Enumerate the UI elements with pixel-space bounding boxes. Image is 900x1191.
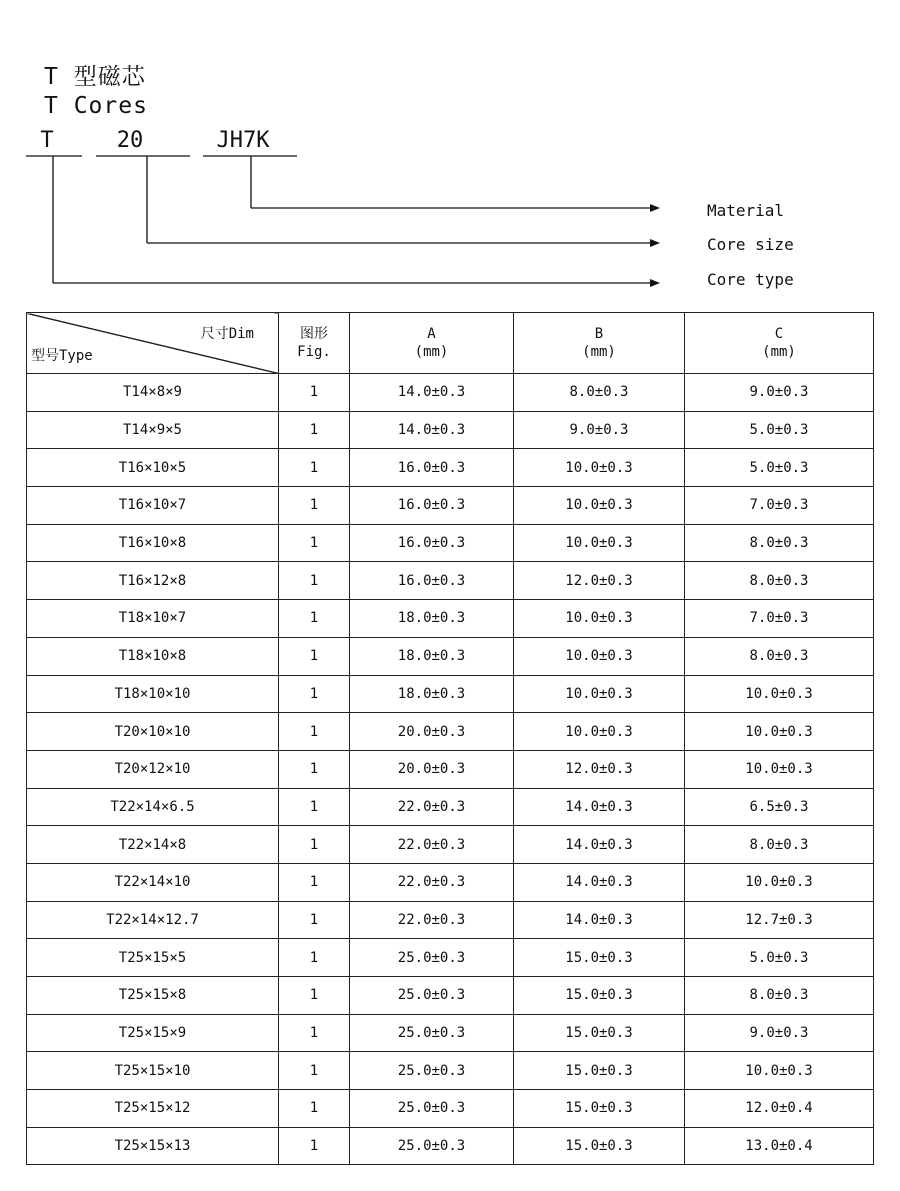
cell-c: 9.0±0.3 (685, 1014, 874, 1052)
cell-fig: 1 (279, 487, 350, 525)
header-dim-label: 尺寸Dim (200, 326, 254, 342)
table-row (27, 374, 874, 412)
cell-fig: 1 (279, 600, 350, 638)
header-c (685, 313, 874, 374)
cell-fig: 1 (279, 826, 350, 864)
cell-fig: 1 (279, 977, 350, 1015)
cell-a: 14.0±0.3 (350, 411, 514, 449)
cell-b: 15.0±0.3 (514, 1127, 685, 1165)
header-a (350, 313, 514, 374)
header-fig (279, 313, 350, 374)
cell-fig: 1 (279, 713, 350, 751)
table-row (27, 788, 874, 826)
cell-type: T14×9×5 (27, 411, 279, 449)
cell-a: 22.0±0.3 (350, 901, 514, 939)
table-row (27, 487, 874, 525)
cell-c: 8.0±0.3 (685, 524, 874, 562)
cell-b: 10.0±0.3 (514, 524, 685, 562)
cell-b: 10.0±0.3 (514, 637, 685, 675)
table-row (27, 449, 874, 487)
cell-c: 8.0±0.3 (685, 562, 874, 600)
cell-type: T22×14×8 (27, 826, 279, 864)
table-row (27, 750, 874, 788)
cell-a: 18.0±0.3 (350, 600, 514, 638)
code-part-type: T (40, 128, 54, 153)
cell-a: 25.0±0.3 (350, 1127, 514, 1165)
code-part-material: JH7K (216, 128, 270, 153)
cell-b: 10.0±0.3 (514, 675, 685, 713)
legend-material: Material (707, 201, 785, 220)
cell-type: T22×14×10 (27, 863, 279, 901)
cell-type: T25×15×13 (27, 1127, 279, 1165)
cell-c: 12.0±0.4 (685, 1090, 874, 1128)
cell-c: 12.7±0.3 (685, 901, 874, 939)
cell-a: 16.0±0.3 (350, 449, 514, 487)
cell-c: 10.0±0.3 (685, 713, 874, 751)
legend-core-size: Core size (707, 235, 794, 254)
core-spec-table (26, 312, 874, 1165)
table-row (27, 939, 874, 977)
cell-c: 10.0±0.3 (685, 675, 874, 713)
table-row (27, 524, 874, 562)
cell-fig: 1 (279, 675, 350, 713)
cell-b: 14.0±0.3 (514, 901, 685, 939)
header-c-unit: (mm) (762, 344, 796, 360)
cell-c: 8.0±0.3 (685, 637, 874, 675)
cell-type: T16×12×8 (27, 562, 279, 600)
cell-type: T20×12×10 (27, 750, 279, 788)
arrowhead-material-icon (650, 204, 660, 212)
header-type-dim-cell (27, 313, 279, 374)
table-row (27, 600, 874, 638)
arrowhead-type-icon (650, 279, 660, 287)
table-row (27, 863, 874, 901)
table-row (27, 637, 874, 675)
cell-fig: 1 (279, 1090, 350, 1128)
cell-b: 10.0±0.3 (514, 449, 685, 487)
table-row (27, 1127, 874, 1165)
cell-b: 14.0±0.3 (514, 788, 685, 826)
cell-b: 14.0±0.3 (514, 826, 685, 864)
cell-c: 7.0±0.3 (685, 600, 874, 638)
cell-fig: 1 (279, 750, 350, 788)
cell-a: 20.0±0.3 (350, 713, 514, 751)
cell-fig: 1 (279, 863, 350, 901)
cell-type: T14×8×9 (27, 374, 279, 412)
cell-a: 20.0±0.3 (350, 750, 514, 788)
cell-fig: 1 (279, 901, 350, 939)
table-row (27, 562, 874, 600)
cell-a: 25.0±0.3 (350, 1014, 514, 1052)
cell-c: 8.0±0.3 (685, 977, 874, 1015)
table-row (27, 901, 874, 939)
cell-c: 5.0±0.3 (685, 411, 874, 449)
cell-fig: 1 (279, 524, 350, 562)
cell-a: 22.0±0.3 (350, 863, 514, 901)
cell-fig: 1 (279, 939, 350, 977)
table-row (27, 713, 874, 751)
cell-a: 25.0±0.3 (350, 977, 514, 1015)
header-c-letter: C (774, 325, 784, 342)
cell-a: 18.0±0.3 (350, 675, 514, 713)
cell-c: 9.0±0.3 (685, 374, 874, 412)
title-chinese: T 型磁芯 (44, 64, 146, 90)
cell-fig: 1 (279, 374, 350, 412)
cell-a: 25.0±0.3 (350, 1052, 514, 1090)
cell-b: 10.0±0.3 (514, 600, 685, 638)
cell-fig: 1 (279, 637, 350, 675)
cell-a: 16.0±0.3 (350, 562, 514, 600)
table-header-row (27, 313, 874, 374)
cell-b: 12.0±0.3 (514, 562, 685, 600)
cell-c: 10.0±0.3 (685, 1052, 874, 1090)
cell-b: 15.0±0.3 (514, 1052, 685, 1090)
arrowhead-size-icon (650, 239, 660, 247)
cell-fig: 1 (279, 449, 350, 487)
cell-fig: 1 (279, 562, 350, 600)
cell-c: 10.0±0.3 (685, 750, 874, 788)
cell-type: T16×10×8 (27, 524, 279, 562)
table-row (27, 675, 874, 713)
cell-fig: 1 (279, 1127, 350, 1165)
table-row (27, 1014, 874, 1052)
cell-b: 15.0±0.3 (514, 1014, 685, 1052)
cell-type: T18×10×10 (27, 675, 279, 713)
cell-b: 9.0±0.3 (514, 411, 685, 449)
table-row (27, 1052, 874, 1090)
table-body (27, 374, 874, 1165)
cell-type: T25×15×5 (27, 939, 279, 977)
cell-type: T25×15×12 (27, 1090, 279, 1128)
cell-b: 12.0±0.3 (514, 750, 685, 788)
cell-a: 18.0±0.3 (350, 637, 514, 675)
cell-b: 15.0±0.3 (514, 939, 685, 977)
header-type-label: 型号Type (31, 347, 93, 364)
header-a-unit: (mm) (414, 344, 449, 360)
header-a-letter: A (427, 325, 436, 342)
cell-b: 15.0±0.3 (514, 1090, 685, 1128)
cell-a: 16.0±0.3 (350, 524, 514, 562)
cell-b: 8.0±0.3 (514, 374, 685, 412)
cell-a: 16.0±0.3 (350, 487, 514, 525)
table-row (27, 977, 874, 1015)
cell-fig: 1 (279, 788, 350, 826)
cell-c: 13.0±0.4 (685, 1127, 874, 1165)
code-part-size: 20 (116, 128, 144, 153)
cell-c: 7.0±0.3 (685, 487, 874, 525)
cell-a: 14.0±0.3 (350, 374, 514, 412)
cell-b: 14.0±0.3 (514, 863, 685, 901)
code-breakdown-diagram (0, 0, 900, 310)
cell-c: 10.0±0.3 (685, 863, 874, 901)
cell-type: T16×10×5 (27, 449, 279, 487)
cell-type: T22×14×6.5 (27, 788, 279, 826)
cell-fig: 1 (279, 411, 350, 449)
cell-a: 25.0±0.3 (350, 1090, 514, 1128)
header-b-unit: (mm) (582, 344, 616, 360)
cell-fig: 1 (279, 1014, 350, 1052)
table-row (27, 411, 874, 449)
table-row (27, 1090, 874, 1128)
cell-c: 5.0±0.3 (685, 939, 874, 977)
cell-c: 8.0±0.3 (685, 826, 874, 864)
header-fig-cn: 图形 (300, 325, 328, 342)
cell-a: 22.0±0.3 (350, 826, 514, 864)
cell-b: 10.0±0.3 (514, 487, 685, 525)
header-b (514, 313, 685, 374)
header-b-letter: B (594, 325, 604, 342)
table-row (27, 826, 874, 864)
legend-core-type: Core type (707, 270, 794, 289)
cell-type: T20×10×10 (27, 713, 279, 751)
cell-type: T25×15×10 (27, 1052, 279, 1090)
cell-type: T25×15×8 (27, 977, 279, 1015)
cell-type: T22×14×12.7 (27, 901, 279, 939)
cell-c: 6.5±0.3 (685, 788, 874, 826)
cell-type: T18×10×8 (27, 637, 279, 675)
cell-a: 22.0±0.3 (350, 788, 514, 826)
cell-type: T16×10×7 (27, 487, 279, 525)
cell-fig: 1 (279, 1052, 350, 1090)
cell-c: 5.0±0.3 (685, 449, 874, 487)
title-english: T Cores (44, 93, 148, 119)
cell-b: 10.0±0.3 (514, 713, 685, 751)
cell-b: 15.0±0.3 (514, 977, 685, 1015)
cell-type: T25×15×9 (27, 1014, 279, 1052)
cell-a: 25.0±0.3 (350, 939, 514, 977)
header-fig-en: Fig. (297, 344, 331, 360)
cell-type: T18×10×7 (27, 600, 279, 638)
